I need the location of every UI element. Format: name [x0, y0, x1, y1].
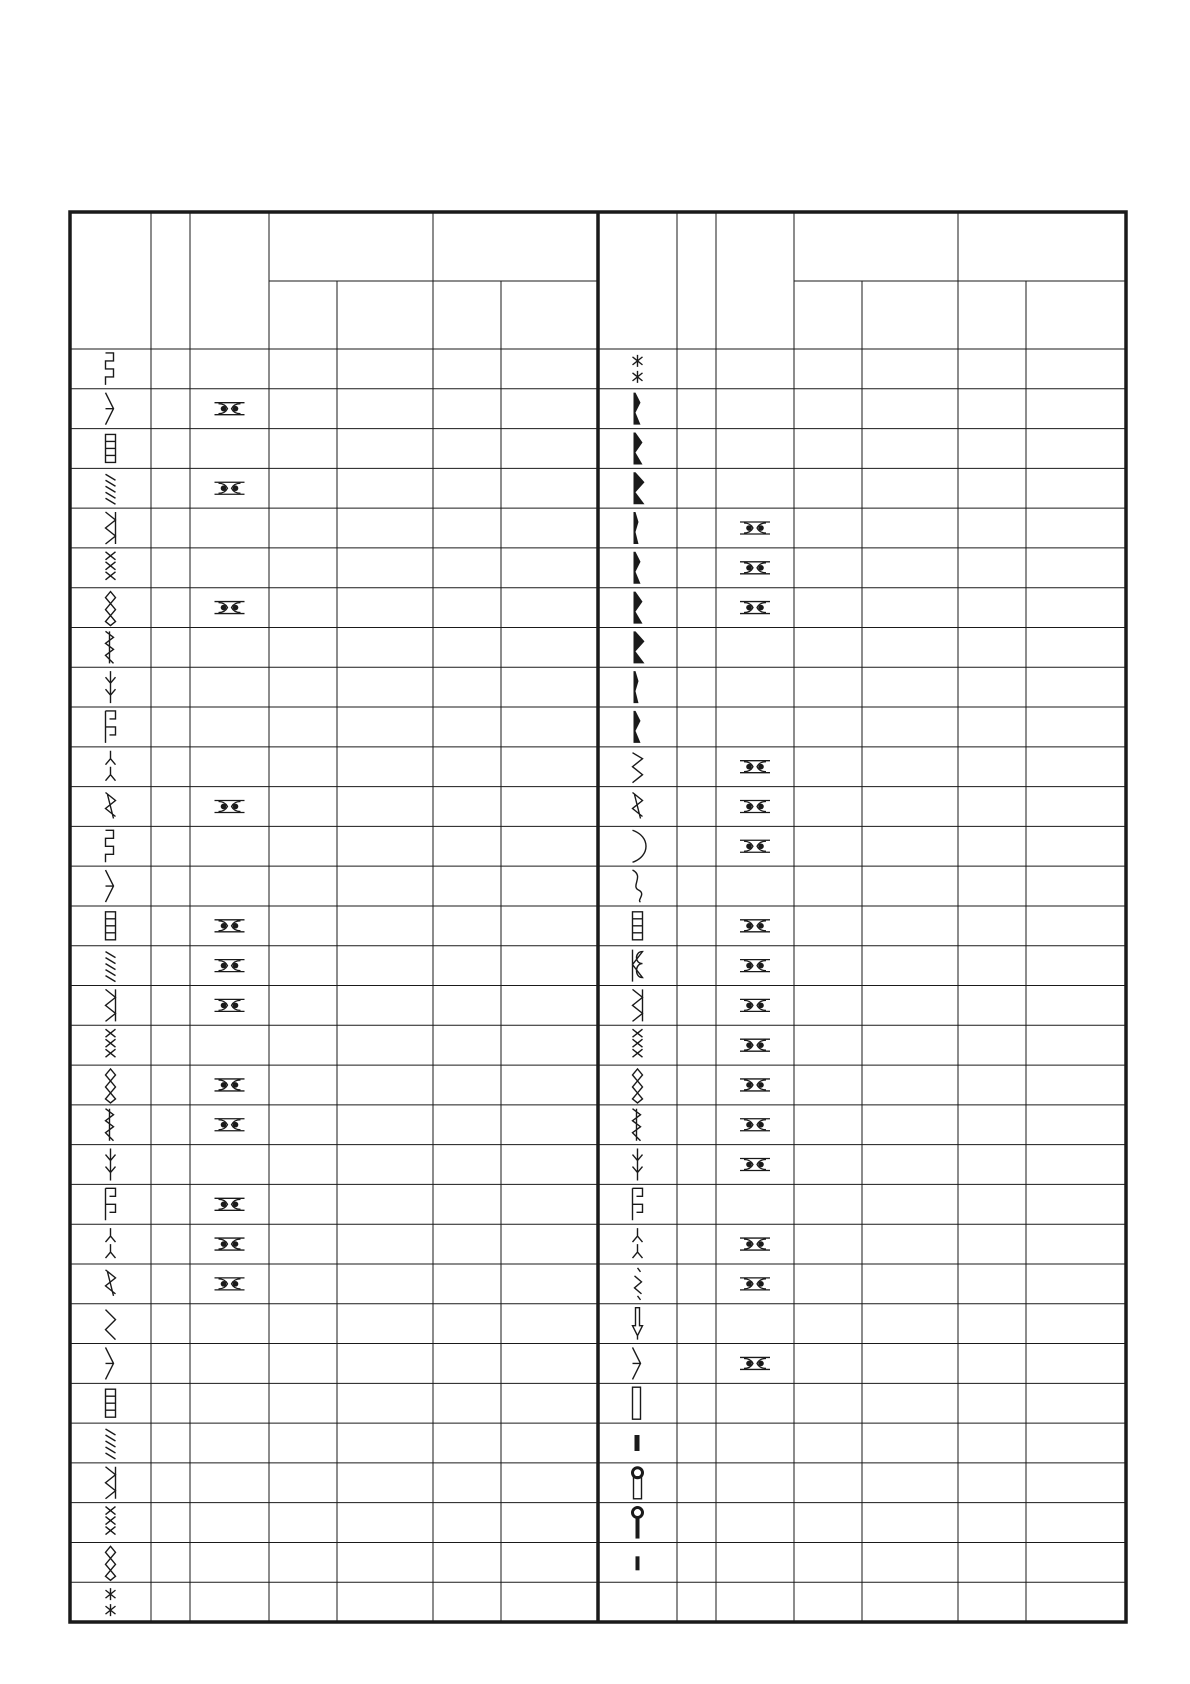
- branch-stitch-icon: [106, 751, 116, 781]
- bar-tack-icon: [636, 1556, 640, 1570]
- arrowhead-row-icon: [106, 1507, 116, 1535]
- presser-foot-icon: [215, 1238, 245, 1250]
- satin-curve-icon: [634, 631, 645, 663]
- bold-wave-icon: [106, 1310, 116, 1340]
- chain-loop-icon: [106, 989, 116, 1021]
- presser-foot-icon: [740, 602, 770, 614]
- presser-foot-icon: [740, 522, 770, 534]
- satin-triangle-icon: [634, 512, 639, 544]
- presser-foot-icon: [215, 403, 245, 415]
- s-wave-icon: [633, 870, 642, 902]
- presser-foot-icon: [740, 1278, 770, 1290]
- loop-shell-icon: [633, 912, 643, 940]
- presser-foot-icon: [215, 960, 245, 972]
- presser-foot-icon: [740, 1079, 770, 1091]
- round-buttonhole-icon: [633, 1508, 643, 1539]
- satin-scallop-icon: [634, 552, 641, 584]
- spiral-icon: [633, 1347, 641, 1379]
- presser-foot-icon: [740, 800, 770, 812]
- right-pattern-column: [633, 355, 647, 1570]
- x-star-icon: [106, 1149, 116, 1181]
- satin-column-icon: [634, 711, 641, 743]
- slanted-satin-icon: [106, 474, 116, 504]
- hourglass-icon: [106, 1389, 116, 1417]
- presser-foot-icon: [215, 1198, 245, 1210]
- tulip-icon: [633, 989, 643, 1021]
- asterisk-row-icon: [106, 1588, 116, 1616]
- satin-arrow-icon: [634, 592, 643, 624]
- table-grid: [70, 212, 1126, 1622]
- buttonhole-wide-icon: [633, 1387, 641, 1419]
- arrow-feather-icon: [106, 671, 116, 703]
- presser-foot-icon: [740, 1357, 770, 1369]
- greek-key-icon: [106, 711, 116, 743]
- presser-foot-icon: [215, 602, 245, 614]
- box-bar-icon: [106, 434, 116, 462]
- presser-foot-icon: [215, 1119, 245, 1131]
- buttonhole-narrow-icon: [635, 1435, 640, 1451]
- bowtie-icon: [106, 1188, 116, 1220]
- keyhole-buttonhole-icon: [633, 1468, 643, 1499]
- half-circle-icon: [633, 830, 647, 862]
- honeycomb-icon: [106, 592, 116, 626]
- cross-stitch-icon: [106, 552, 116, 580]
- presser-foot-icon: [740, 840, 770, 852]
- blind-hem-icon: [106, 393, 114, 425]
- presser-foot-icon: [740, 562, 770, 574]
- straight-stitch-step-icon: [106, 353, 114, 385]
- triangle-overlock-icon: [106, 512, 116, 544]
- triple-zigzag-icon: [106, 912, 116, 940]
- horse-icon: [633, 1029, 643, 1057]
- bold-zigzag-icon: [633, 753, 643, 783]
- star-icon: [633, 1149, 643, 1181]
- crossed-box-icon: [106, 870, 114, 902]
- presser-foot-icon: [215, 482, 245, 494]
- presser-foot-icon: [740, 999, 770, 1011]
- crown-flower-icon: [633, 1109, 641, 1141]
- presser-foot-icon: [740, 1039, 770, 1051]
- down-arrow-icon: [633, 1308, 643, 1340]
- asterisk-stitch-icon: [633, 355, 643, 383]
- zigzag-wave-icon: [106, 631, 114, 663]
- presser-foot-icon: [215, 1278, 245, 1290]
- presser-foot-icon: [740, 761, 770, 773]
- presser-foot-icon: [740, 920, 770, 932]
- presser-foot-icon: [740, 1159, 770, 1171]
- presser-foot-icon: [215, 800, 245, 812]
- satin-spindle-icon: [634, 472, 645, 504]
- arrow-spine-icon: [633, 1188, 643, 1220]
- presser-foot-icon: [740, 960, 770, 972]
- double-arrow-icon: [106, 792, 116, 818]
- square-chain-icon: [106, 1228, 116, 1258]
- presser-foot-icon: [740, 1238, 770, 1250]
- satin-wave-icon: [634, 432, 643, 464]
- presser-foot-icon: [215, 999, 245, 1011]
- lightning-satin-icon: [633, 792, 643, 818]
- diamond-zigzag-icon: [106, 1069, 116, 1103]
- duck-icon: [633, 1069, 643, 1103]
- satin-leaf-icon: [634, 393, 641, 425]
- m-zigzag-icon: [633, 1228, 643, 1258]
- hook-stitch-icon: [106, 1467, 116, 1499]
- ladder-diamond-icon: [106, 1429, 116, 1459]
- presser-foot-icon: [740, 1119, 770, 1131]
- left-foot-column: [215, 403, 245, 1290]
- presser-foot-icon: [215, 1079, 245, 1091]
- left-pattern-column: [106, 353, 116, 1616]
- diamond-chain-icon: [106, 1029, 116, 1057]
- s-curve-icon: [106, 1546, 116, 1580]
- double-x-icon: [106, 1347, 114, 1379]
- satin-step-icon: [634, 671, 639, 703]
- heart-icon: [633, 950, 643, 982]
- diamond-lattice-icon: [106, 830, 114, 862]
- feather-fan-icon: [106, 1270, 116, 1296]
- double-cross-icon: [106, 952, 116, 982]
- lightning-bolt-icon: [635, 1268, 642, 1300]
- bracket-box-icon: [106, 1109, 114, 1141]
- presser-foot-icon: [215, 920, 245, 932]
